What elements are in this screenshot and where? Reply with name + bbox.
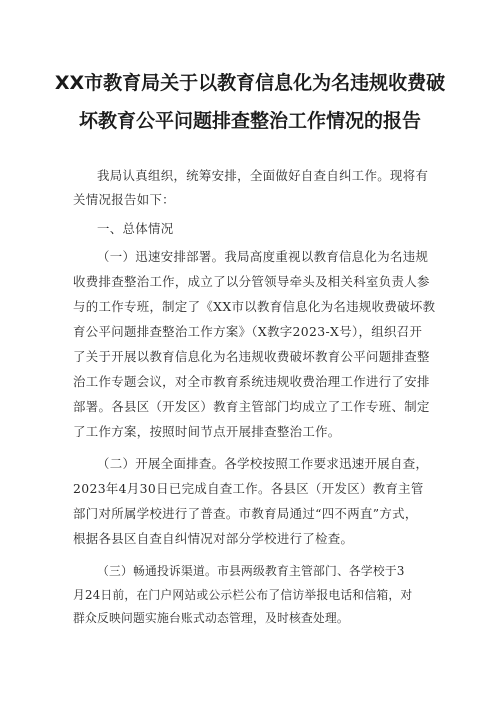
paragraph-line: 月24日前，在门户网站或公示栏公布了信访举报电话和信箱，对: [73, 588, 413, 602]
paragraph-line: （三）畅通投诉渠道。市县两级教育主管部门、各学校于3: [97, 564, 405, 578]
paragraph-line: 关情况报告如下：: [73, 192, 175, 207]
paragraph-line: 2023年4月30日已完成自查工作。各县区（开发区）教育主管: [73, 481, 424, 496]
paragraph-line: （二）开展全面排查。各学校按照工作要求迅速开展自查，: [97, 456, 429, 471]
paragraph-line: 群众反映问题实施台账式动态管理，及时核查处理。: [73, 611, 349, 625]
paragraph-line: 与的工作专班，制定了《XX市以教育信息化为名违规收费破坏教: [73, 299, 436, 314]
paragraph-line: 部署。各县区（开发区）教育主管部门均成立了工作专班、制定: [73, 399, 430, 414]
paragraph-line: 了工作方案，按照时间节点开展排查整治工作。: [73, 424, 341, 439]
paragraph-line: 根据各县区自查自纠情况对部分学校进行了检查。: [73, 531, 354, 546]
paragraph-line: 我局认真组织，统筹安排，全面做好自查自纠工作。现将有: [97, 168, 429, 183]
paragraph-line: 部门对所属学校进行了普查。市教育局通过“四不两直”方式，: [73, 506, 418, 521]
paragraph-line: 收费排查整治工作，成立了以分管领导牵头及相关科室负责人参: [73, 274, 430, 289]
paragraph-line: 治工作专题会议，对全市教育系统违规收费治理工作进行了安排: [73, 374, 430, 389]
document-title-line-2: 坏教育公平问题排查整治工作情况的报告: [78, 110, 421, 132]
paragraph-line: 育公平问题排查整治工作方案》（X教字2023-X号），组织召开: [73, 324, 423, 339]
document-title-line-1: XX市教育局关于以教育信息化为名违规收费破: [54, 72, 446, 94]
paragraph-line: 了关于开展以教育信息化为名违规收费破坏教育公平问题排查整: [73, 349, 430, 364]
section-heading: 一、总体情况: [97, 221, 174, 236]
paragraph-line: （一）迅速安排部署。我局高度重视以教育信息化为名违规: [97, 249, 429, 264]
